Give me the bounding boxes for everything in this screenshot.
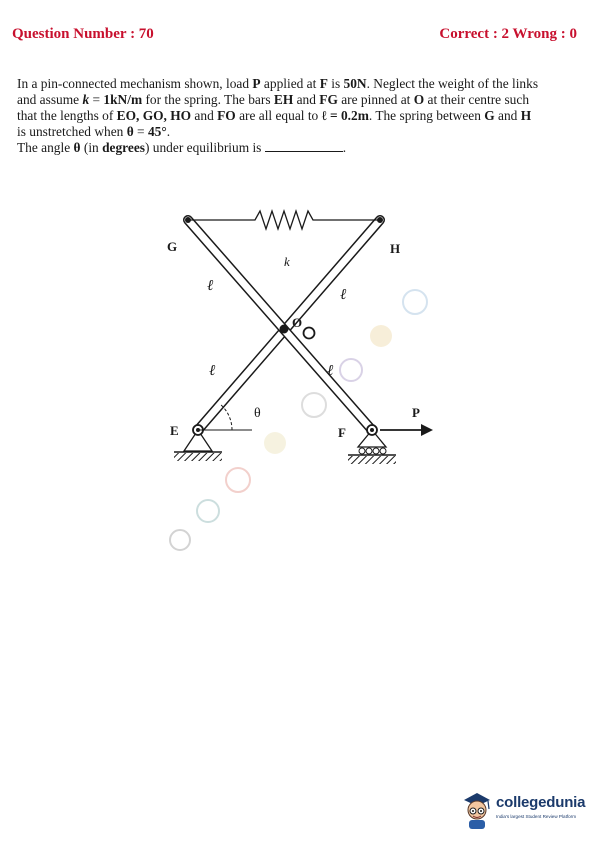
label-l-upper-left: ℓ bbox=[207, 278, 214, 294]
score-summary: Correct : 2 Wrong : 0 bbox=[439, 26, 577, 42]
label-e: E bbox=[170, 423, 179, 438]
answer-blank bbox=[265, 140, 343, 152]
question-line-5: The angle θ (in degrees) under equilibrium is . bbox=[17, 140, 347, 155]
question-line-4: is unstretched when θ = 45°. bbox=[17, 124, 171, 139]
label-h: H bbox=[390, 241, 401, 256]
label-o: O bbox=[292, 315, 303, 330]
question-text bbox=[17, 76, 587, 156]
pin-o-ring bbox=[304, 328, 315, 339]
brand-logo bbox=[460, 790, 590, 830]
label-l-upper-right: ℓ bbox=[340, 287, 347, 303]
label-g: G bbox=[167, 239, 178, 254]
label-f: F bbox=[338, 425, 346, 440]
bar-eh bbox=[198, 220, 380, 430]
brand-tagline: India's largest Student Review Platform bbox=[496, 814, 577, 819]
mechanism-diagram bbox=[150, 205, 450, 555]
question-line-3: that the lengths of EO, GO, HO and FO are all equal to ℓ = 0.2m. The spring between G and H bbox=[17, 108, 532, 123]
question-line-2: and assume k = 1kN/m for the spring. The bars EH and FG are pinned at O at their centre such bbox=[17, 92, 530, 107]
bar-fg bbox=[188, 220, 372, 430]
spring bbox=[188, 211, 380, 229]
label-theta: θ bbox=[254, 406, 261, 421]
label-k: k bbox=[284, 254, 290, 269]
label-l-lower-right: ℓ bbox=[327, 363, 334, 379]
pin-o bbox=[280, 325, 289, 334]
brand-name: collegedunia bbox=[496, 794, 586, 811]
question-number: Question Number : 70 bbox=[12, 26, 154, 42]
load-arrow-p bbox=[380, 424, 433, 436]
label-l-lower-left: ℓ bbox=[209, 363, 216, 379]
label-p: P bbox=[412, 405, 420, 420]
mascot-icon bbox=[460, 790, 494, 830]
question-line-1: In a pin-connected mechanism shown, load P applied at F is 50N. Neglect the weight of the links bbox=[17, 76, 539, 91]
